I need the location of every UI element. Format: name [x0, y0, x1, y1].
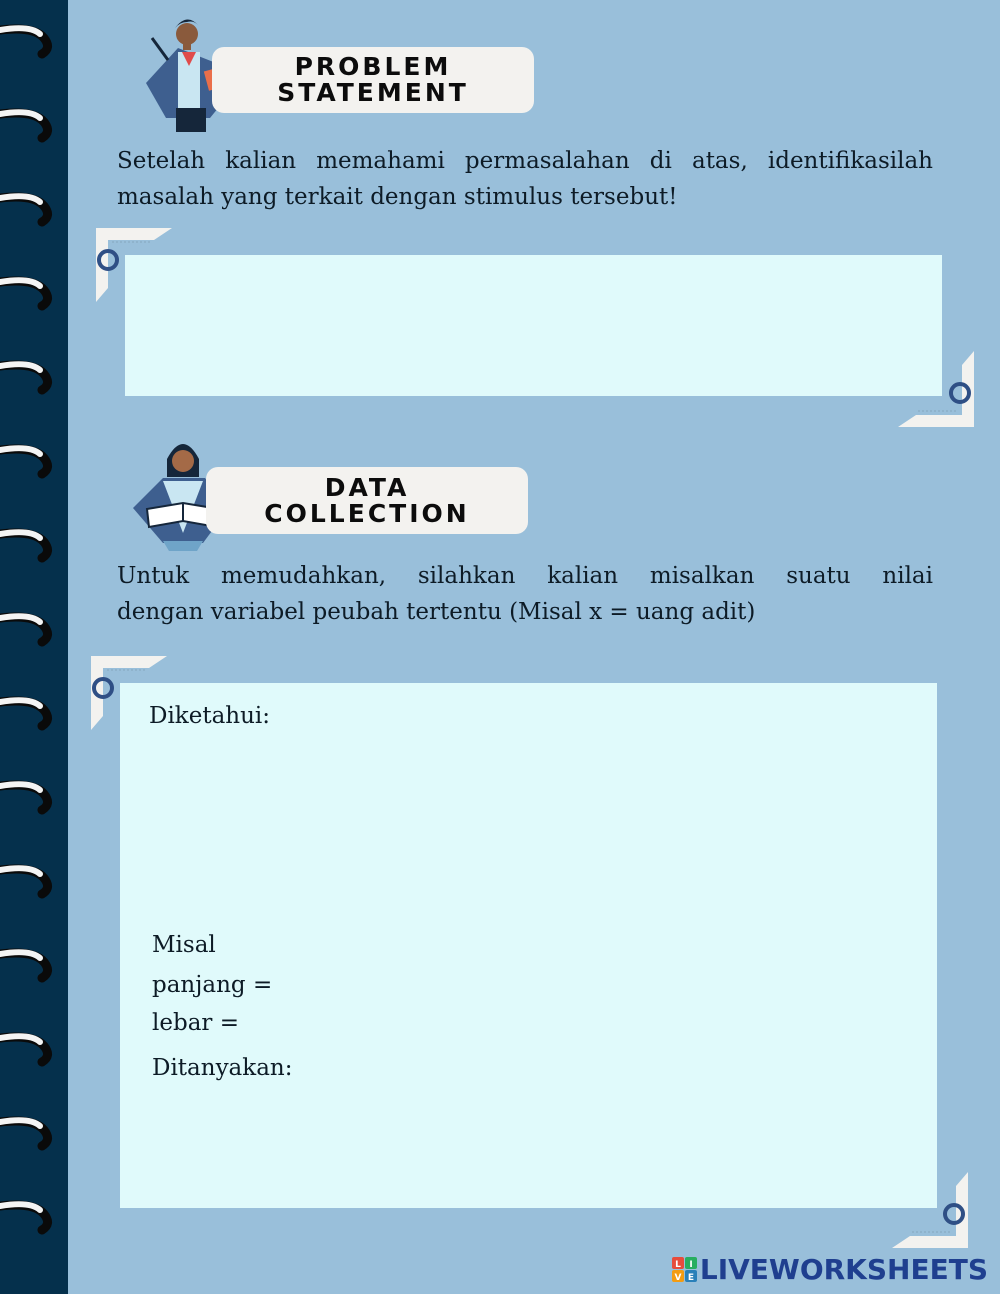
problem-instruction-line2: masalah yang terkait dengan stimulus tersebut! — [117, 184, 678, 210]
spiral-ring — [0, 778, 58, 818]
logo-text: LIVEWORKSHEETS — [699, 1253, 988, 1286]
data-instruction-line1: Untuk memudahkan, silahkan kalian misalkan suatu nilai — [117, 563, 933, 589]
spiral-ring — [0, 1030, 58, 1070]
corner-bracket-bottom-right — [896, 349, 976, 429]
data-answer-box[interactable] — [120, 683, 937, 1208]
spiral-ring — [0, 274, 58, 314]
spiral-ring — [0, 946, 58, 986]
misal-label: Misal — [152, 932, 216, 958]
logo-tile-letter: V — [674, 1272, 682, 1283]
data-title-line1: DATA — [324, 472, 410, 502]
spiral-ring — [0, 1114, 58, 1154]
problem-instruction-line1: Setelah kalian memahami permasalahan di atas, identifikasilah — [117, 148, 933, 174]
asked-label: Ditanyakan: — [152, 1055, 293, 1081]
logo-tile-letter: E — [687, 1272, 694, 1283]
corner-bracket-bottom-right-2 — [890, 1170, 970, 1250]
known-label: Diketahui: — [149, 703, 271, 729]
problem-statement-banner — [212, 47, 534, 113]
logo-tile-letter: I — [689, 1259, 693, 1270]
spiral-ring — [0, 442, 58, 482]
problem-instruction — [117, 143, 933, 215]
spiral-ring — [0, 694, 58, 734]
lebar-label: lebar = — [152, 1010, 239, 1036]
data-title-line2: COLLECTION — [264, 498, 470, 528]
panjang-label: panjang = — [152, 972, 273, 998]
data-collection-banner — [206, 467, 528, 534]
spiral-ring — [0, 862, 58, 902]
problem-title-line2: STATEMENT — [277, 78, 469, 107]
spiral-ring — [0, 358, 58, 398]
data-instruction-line2: dengan variabel peubah tertentu (Misal x = uang adit) — [117, 599, 756, 625]
data-instruction — [117, 558, 933, 630]
logo-tile-letter: L — [675, 1259, 681, 1270]
spiral-ring — [0, 526, 58, 566]
problem-title-line1: PROBLEM — [294, 52, 452, 81]
problem-answer-box[interactable] — [125, 255, 942, 396]
spiral-ring — [0, 190, 58, 230]
spiral-ring — [0, 22, 58, 62]
spiral-ring — [0, 610, 58, 650]
spiral-ring — [0, 1198, 58, 1238]
liveworksheets-logo — [672, 1253, 988, 1286]
spiral-ring — [0, 106, 58, 146]
logo-tiles-icon — [672, 1257, 698, 1283]
